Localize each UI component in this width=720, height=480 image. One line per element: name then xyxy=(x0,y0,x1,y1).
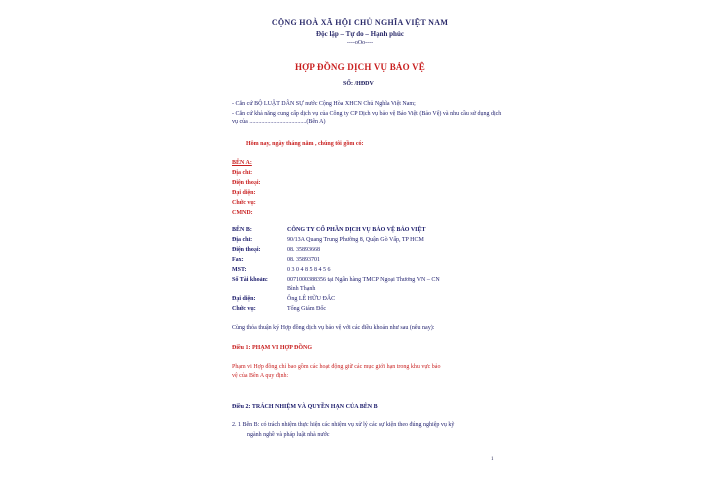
article-1-text-1: Phạm vi Hợp đồng chỉ bao gồm các hoạt động giữ các mục giới hạn trong khu vực bảo xyxy=(232,364,441,370)
party-a-address: Địa chỉ: xyxy=(232,170,253,176)
date-line: Hôm nay, ngày tháng năm , chúng tôi gồm có: xyxy=(246,141,364,147)
party-b-address: 90/13A Quang Trung Phường 8, Quận Gò Vấp, TP HCM xyxy=(287,237,424,243)
document-number: SỐ: /HĐDV xyxy=(343,81,374,87)
party-b-label-name: BÊN B: xyxy=(232,227,252,233)
article-2-item-1b: ngành nghề và pháp luật nhà nước xyxy=(247,432,330,438)
national-motto: Độc lập – Tự do – Hạnh phúc xyxy=(316,30,404,38)
party-b-label-address: Địa chỉ: xyxy=(232,237,253,243)
party-b-tax: 0 3 0 4 8 5 8 4 5 6 xyxy=(287,267,331,273)
party-b-fax: 08. 35893701 xyxy=(287,257,320,263)
party-a-id: CMND: xyxy=(232,210,253,216)
party-b-account-branch: Bình Thạnh xyxy=(287,286,316,292)
party-a-position: Chức vụ: xyxy=(232,200,256,206)
basis-line-2: - Căn cứ khả năng cung cấp dịch vụ của Công ty CP Dịch vụ bảo vệ Bảo Việt (Bảo Vệ) và nhu cầu sử dụng dịch vụ của ......................................(Bên A) xyxy=(232,111,502,125)
article-1-heading: Điều 1: PHẠM VI HỢP ĐỒNG xyxy=(232,345,313,351)
party-b-label-phone: Điện thoại: xyxy=(232,247,261,253)
party-a-representative: Đại diện: xyxy=(232,190,256,196)
party-b-company: CÔNG TY CỔ PHẦN DỊCH VỤ BẢO VỆ BẢO VIỆT xyxy=(287,227,426,233)
party-b-account: 0071000388356 tại Ngân hàng TMCP Ngoại Thương VN – CN xyxy=(287,277,440,283)
party-b-phone: 08. 35893668 xyxy=(287,247,320,253)
party-b-position: Tổng Giám Đốc xyxy=(287,306,326,312)
party-b-label-tax: MST: xyxy=(232,267,247,273)
article-1-text-2: vệ của Bên A quy định: xyxy=(232,373,289,379)
header-divider: ----oOo---- xyxy=(346,40,374,46)
article-2-item-1a: 2. 1 Bên B: có trách nhiệm thực hiện các nhiệm vụ xử lý các sự kiện theo đúng nghiệp vụ kỹ xyxy=(232,422,455,428)
national-header: CỘNG HOÀ XÃ HỘI CHỦ NGHĨA VIỆT NAM xyxy=(271,18,449,27)
party-b-label-rep: Đại diện: xyxy=(232,296,256,302)
party-b-rep: Ông LÊ HỮU ĐẮC xyxy=(287,296,336,302)
article-2-heading: Điều 2: TRÁCH NHIỆM VÀ QUYỀN HẠN CỦA BÊN B xyxy=(232,404,378,410)
party-a-heading: BÊN A: xyxy=(232,160,252,166)
page-number: 1 xyxy=(491,457,494,462)
party-b-label-position: Chức vụ: xyxy=(232,306,256,312)
agreement-line: Cùng thỏa thuận ký Hợp đồng dịch vụ bảo vệ với các điều khoản như sau (nêu nay): xyxy=(232,325,435,331)
basis-line-1: - Căn cứ BỘ LUẬT DÂN SỰ nước Cộng Hòa XHCN Chủ Nghĩa Việt Nam; xyxy=(232,101,416,107)
document-title: HỢP ĐỒNG DỊCH VỤ BẢO VỆ xyxy=(294,62,426,72)
party-a-phone: Điện thoại: xyxy=(232,180,261,186)
party-b-label-account: Số Tài khoản: xyxy=(232,277,268,283)
party-b-label-fax: Fax: xyxy=(232,257,244,263)
